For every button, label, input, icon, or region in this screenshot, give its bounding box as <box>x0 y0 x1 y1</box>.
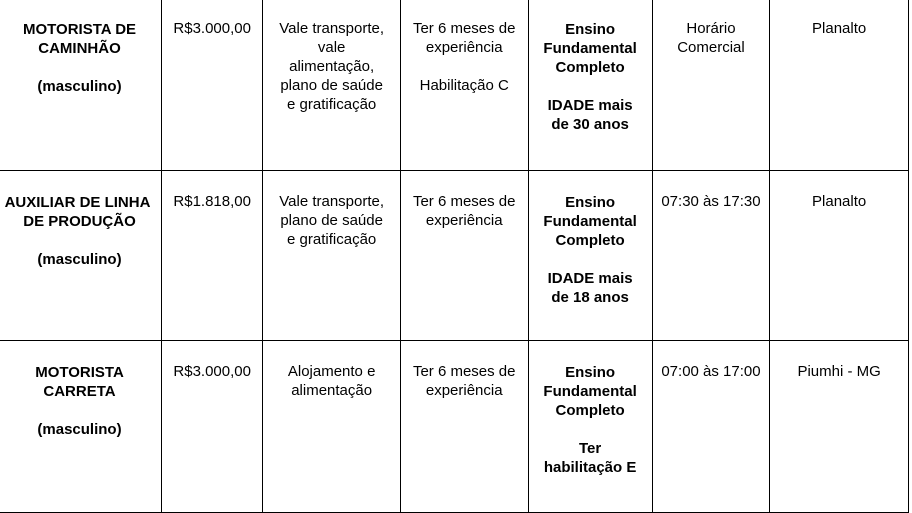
table-row <box>0 0 909 171</box>
benefit-line: Alojamento e <box>287 363 376 380</box>
hours-line: 07:00 às 17:00 <box>661 363 761 380</box>
benefit-line: Vale transporte, <box>279 20 385 37</box>
hours-cell <box>652 341 770 513</box>
license-requirement-line: habilitação E <box>543 459 637 476</box>
job-title-cell <box>0 171 162 341</box>
age-requirement-line: IDADE mais <box>547 270 633 287</box>
table-row <box>0 341 909 513</box>
experience-line: experiência <box>425 382 503 399</box>
job-title-cell <box>0 341 162 513</box>
salary-value: R$3.000,00 <box>173 363 251 380</box>
education-cell <box>528 341 652 513</box>
education-cell <box>528 171 652 341</box>
education-line: Ensino <box>565 364 616 381</box>
experience-line: experiência <box>425 39 503 56</box>
job-title-line: MOTORISTA DE <box>22 21 137 38</box>
experience-line: Ter 6 meses de <box>412 20 516 37</box>
salary-value: R$3.000,00 <box>173 20 251 37</box>
education-line: Completo <box>555 59 625 76</box>
experience-line: Ter 6 meses de <box>412 193 516 210</box>
job-gender: (masculino) <box>37 251 122 268</box>
job-title-line: MOTORISTA <box>35 364 124 381</box>
salary-cell <box>162 171 263 341</box>
experience-cell <box>400 0 528 171</box>
benefit-line: alimentação, <box>289 58 375 75</box>
job-title-line: AUXILIAR DE LINHA <box>4 194 151 211</box>
hours-line: Comercial <box>677 39 745 56</box>
hours-cell <box>652 171 770 341</box>
license-requirement-line: Ter <box>578 440 602 457</box>
benefits-cell <box>263 171 401 341</box>
job-title-line: CAMINHÃO <box>38 40 121 57</box>
benefit-line: plano de saúde <box>280 77 383 94</box>
location-cell <box>770 171 909 341</box>
job-title-line: DE PRODUÇÃO <box>23 213 136 230</box>
benefit-line: vale <box>317 39 346 56</box>
benefit-line: e gratificação <box>287 96 377 113</box>
hours-line: Horário <box>686 20 736 37</box>
education-line: Fundamental <box>543 213 637 230</box>
salary-cell <box>162 341 263 513</box>
benefit-line: plano de saúde <box>280 212 383 229</box>
experience-line: Ter 6 meses de <box>412 363 516 380</box>
job-title-line: CARRETA <box>43 383 116 400</box>
education-line: Fundamental <box>543 383 637 400</box>
location-value: Piumhi - MG <box>797 363 881 380</box>
location-cell <box>770 341 909 513</box>
job-title-cell <box>0 0 162 171</box>
education-line: Completo <box>555 232 625 249</box>
benefit-line: alimentação <box>291 382 373 399</box>
benefit-line: e gratificação <box>287 231 377 248</box>
education-line: Ensino <box>565 194 616 211</box>
age-requirement-line: IDADE mais <box>547 97 633 114</box>
location-cell <box>770 0 909 171</box>
job-gender: (masculino) <box>37 421 122 438</box>
age-requirement-line: de 30 anos <box>551 116 629 133</box>
age-requirement-line: de 18 anos <box>551 289 629 306</box>
location-value: Planalto <box>812 193 867 210</box>
education-line: Ensino <box>565 21 616 38</box>
benefits-cell <box>263 341 401 513</box>
education-line: Completo <box>555 402 625 419</box>
experience-cell <box>400 171 528 341</box>
location-value: Planalto <box>812 20 867 37</box>
education-line: Fundamental <box>543 40 637 57</box>
hours-line: 07:30 às 17:30 <box>661 193 761 210</box>
salary-cell <box>162 0 263 171</box>
table-row <box>0 171 909 341</box>
experience-line: experiência <box>425 212 503 229</box>
experience-cell <box>400 341 528 513</box>
job-gender: (masculino) <box>37 78 122 95</box>
hours-cell <box>652 0 770 171</box>
license-requirement: Habilitação C <box>419 77 509 94</box>
benefits-cell <box>263 0 401 171</box>
benefit-line: Vale transporte, <box>279 193 385 210</box>
salary-value: R$1.818,00 <box>173 193 251 210</box>
education-cell <box>528 0 652 171</box>
